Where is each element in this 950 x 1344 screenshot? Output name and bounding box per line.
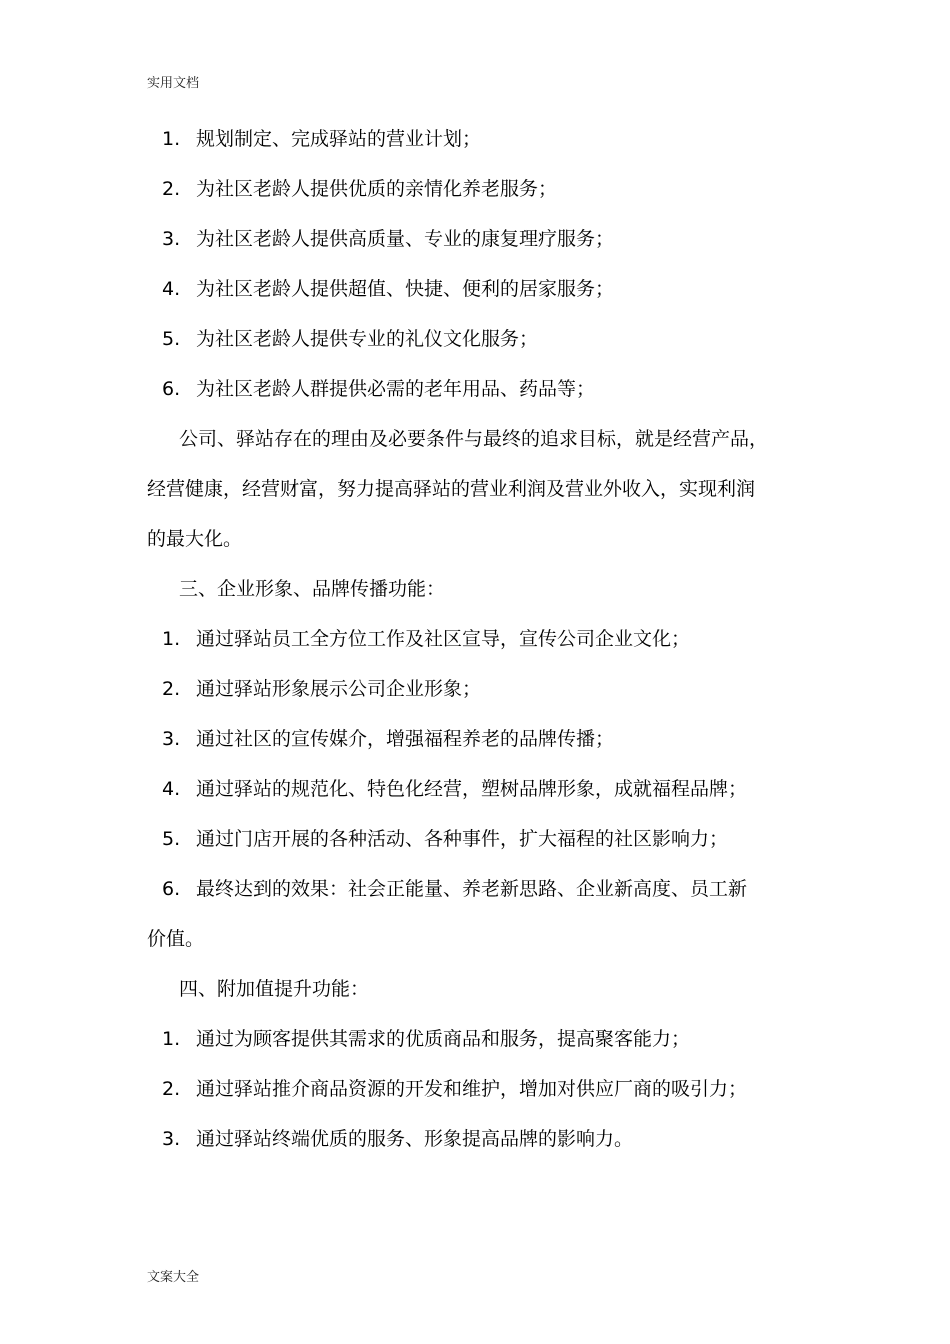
list-text: 为社区老龄人提供优质的亲情化养老服务； [196,178,558,200]
list-text: 通过驿站推介商品资源的开发和维护，增加对供应厂商的吸引力； [196,1078,748,1100]
list-number: 5. [162,828,181,850]
list-number: 1. [162,1028,181,1050]
list-text: 规划制定、完成驿站的营业计划； [196,128,482,150]
list-text: 通过门店开展的各种活动、各种事件，扩大福程的社区影响力； [196,828,729,850]
list-text: 通过驿站形象展示公司企业形象； [196,678,482,700]
list-item [147,1064,852,1114]
list-item [147,1114,852,1164]
list-text: 为社区老龄人群提供必需的老年用品、药品等； [196,378,596,400]
list-item [147,814,852,864]
list-number: 2. [162,1078,181,1100]
list-item [147,164,852,214]
list-number: 4. [162,778,181,800]
list-item [147,114,852,164]
list-text: 通过驿站的规范化、特色化经营，塑树品牌形象，成就福程品牌； [196,778,748,800]
list-number: 6. [162,378,181,400]
list-text: 通过为顾客提供其需求的优质商品和服务，提高聚客能力； [196,1028,691,1050]
list-text: 最终达到的效果：社会正能量、养老新思路、企业新高度、员工新 [196,878,748,900]
list-item-continuation: 价值。 [147,928,205,950]
list-text: 为社区老龄人提供高质量、专业的康复理疗服务； [196,228,615,250]
list-number: 4. [162,278,181,300]
list-item [147,864,852,914]
list-text: 为社区老龄人提供超值、快捷、便利的居家服务； [196,278,615,300]
list-number: 2. [162,178,181,200]
list-text: 通过社区的宣传媒介，增强福程养老的品牌传播； [196,728,615,750]
list-text: 通过驿站终端优质的服务、形象提高品牌的影响力。 [196,1128,634,1150]
list-number: 3. [162,728,181,750]
paragraph-line: 公司、驿站存在的理由及必要条件与最终的追求目标，就是经营产品， [179,428,769,450]
list-item [147,214,852,264]
list-item [147,664,852,714]
page-footer: 文案大全 [147,1270,200,1285]
list-number: 5. [162,328,181,350]
section-heading: 四、附加值提升功能： [179,978,370,1000]
list-text: 为社区老龄人提供专业的礼仪文化服务； [196,328,539,350]
list-number: 3. [162,1128,181,1150]
list-item [147,264,852,314]
list-number: 2. [162,678,181,700]
list-number: 6. [162,878,181,900]
list-item [147,764,852,814]
list-number: 1. [162,628,181,650]
section-heading: 三、企业形象、品牌传播功能： [179,578,446,600]
list-number: 1. [162,128,181,150]
page-header: 实用文档 [147,76,200,91]
list-item [147,1014,852,1064]
list-item [147,614,852,664]
list-item [147,364,852,414]
paragraph-line: 的最大化。 [147,528,243,550]
list-text: 通过驿站员工全方位工作及社区宣导，宣传公司企业文化； [196,628,691,650]
list-number: 3. [162,228,181,250]
list-item [147,714,852,764]
paragraph-line: 经营健康，经营财富，努力提高驿站的营业利润及营业外收入，实现利润 [147,478,756,500]
document-body [147,114,852,1164]
list-item [147,314,852,364]
